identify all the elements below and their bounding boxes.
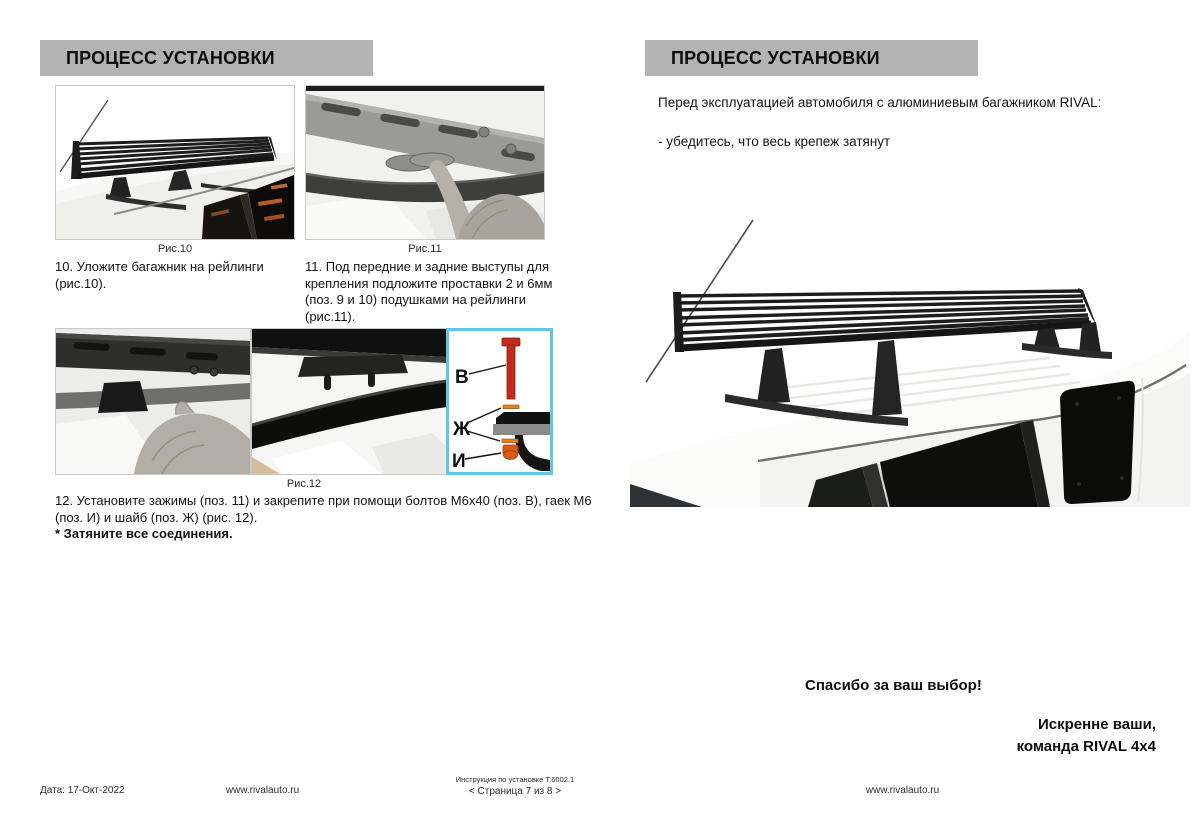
- footer-doc-ref: Инструкция по установке Т.6002.1: [455, 775, 575, 784]
- figure-10-photo: [55, 85, 295, 240]
- car-with-rack-photo: [630, 212, 1190, 507]
- step-12-note: * Затяните все соединения.: [55, 526, 233, 542]
- installation-header-left: ПРОЦЕСС УСТАНОВКИ: [40, 40, 373, 76]
- pre-use-intro-text: Перед эксплуатацией автомобиля с алюминиевым багажником RIVAL:: [658, 95, 1102, 110]
- signature-line-1: Искренне ваши,: [1037, 716, 1156, 733]
- diagram-washer-label: Ж: [453, 419, 471, 440]
- bolt-washer-nut-diagram: [449, 331, 550, 472]
- check-fasteners-text: - убедитесь, что весь крепеж затянут: [658, 134, 891, 149]
- clamp-bracket: [98, 381, 148, 413]
- footer-site-right: www.rivalauto.ru: [865, 785, 940, 796]
- clamp-install-illustration-a: [56, 329, 250, 474]
- washer-icon-bottom: [502, 439, 518, 443]
- spacer-install-illustration: [306, 86, 544, 239]
- diagram-nut-label: И: [452, 451, 466, 472]
- footer-page-indicator: < Страница 7 из 8 >: [468, 786, 562, 797]
- figure-12-photo-right: [251, 328, 448, 475]
- roof-rack-on-car-illustration: [56, 86, 294, 239]
- van-roof-rack-illustration: [630, 212, 1190, 507]
- thanks-text: Спасибо за ваш выбор!: [805, 677, 982, 694]
- step-10-text: 10. Уложите багажник на рейлинги (рис.10).: [55, 259, 264, 291]
- washer-icon-top: [503, 405, 519, 409]
- footer-site-left: www.rivalauto.ru: [225, 785, 300, 796]
- signature-block: [900, 714, 1156, 758]
- diagram-bolt-label: В: [455, 367, 469, 388]
- signature-line-2: команда RIVAL 4x4: [1016, 737, 1156, 755]
- nut-icon: [503, 445, 518, 459]
- step-12-text: 12. Установите зажимы (поз. 11) и закрепите при помощи болтов М6х40 (поз. В), гаек М6 (поз. И) и шайб (поз. Ж) (рис. 12).: [55, 493, 592, 525]
- figure-11-photo: [305, 85, 545, 240]
- figure-12-caption: Рис.12: [286, 478, 322, 490]
- figure-11-caption: Рис.11: [408, 243, 442, 255]
- footer-date: Дата: 17-Окт-2022: [40, 785, 125, 796]
- figure-12-photo-left: [55, 328, 251, 475]
- step-11-text: 11. Под передние и задние выступы для крепления подложите проставки 2 и 6мм (поз. 9 и 10) подушками на рейлинги (рис.11).: [305, 259, 553, 324]
- clamp-install-illustration-b: [252, 329, 447, 474]
- figure-12-hardware-diagram: [446, 328, 553, 475]
- figure-10-caption: Рис.10: [157, 243, 193, 255]
- installation-header-right: ПРОЦЕСС УСТАНОВКИ: [645, 40, 978, 76]
- step-12-block: [55, 493, 600, 543]
